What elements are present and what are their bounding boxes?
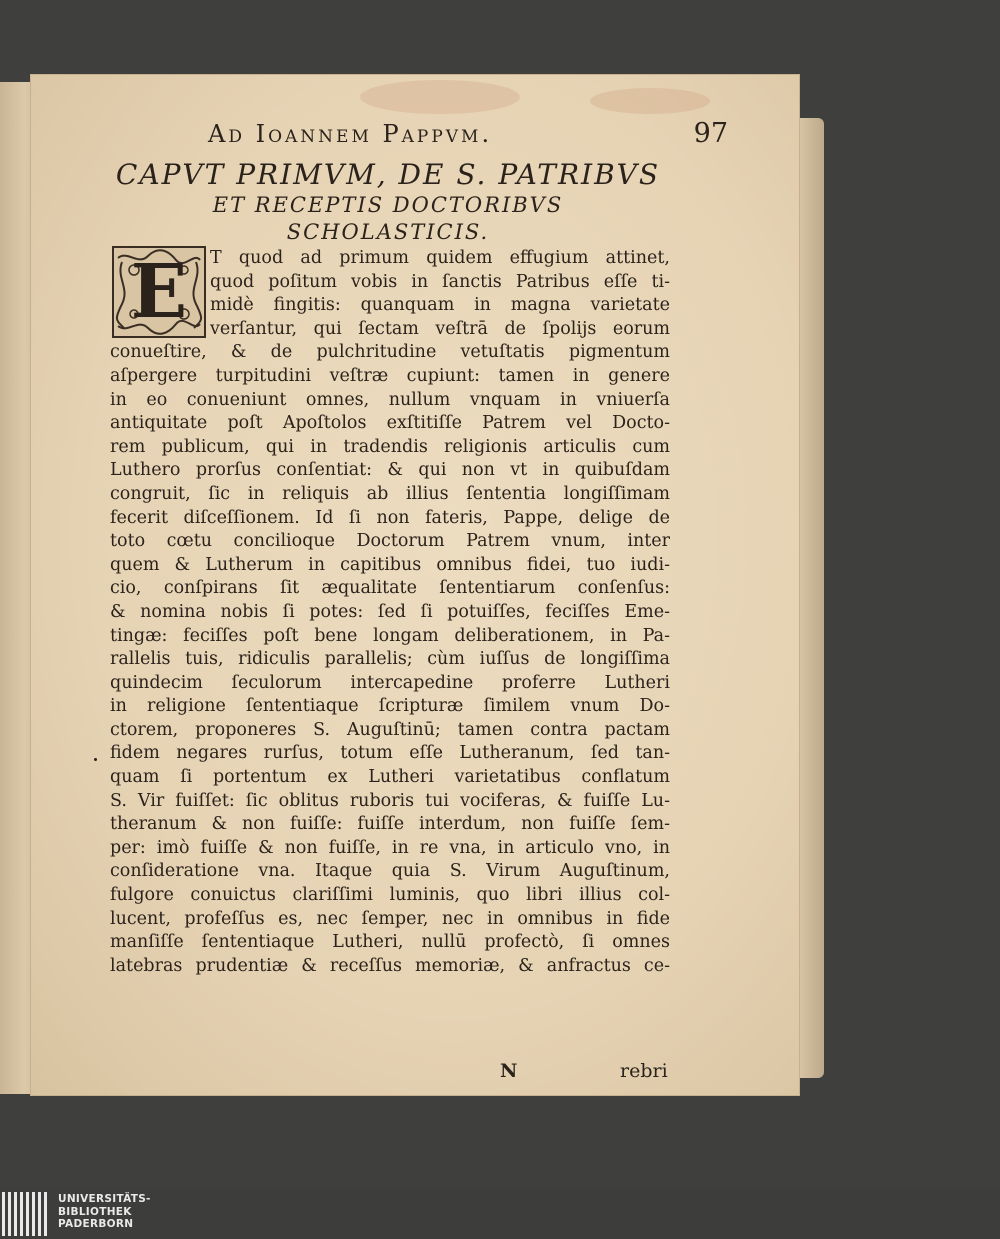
text-line: tingæ: feciſſes poſt bene longam deliberationem, in Pa- — [110, 625, 670, 646]
page-number: 97 — [693, 118, 728, 149]
text-line: manſiſſe ſententiaque Lutheri, nullū profectò, ſi omnes — [110, 932, 670, 953]
text-line: antiquitate poſt Apoſtolos exſtitiſſe Patrem vel Docto- — [110, 413, 670, 434]
text-line: cio, conſpirans ſit æqualitate ſententiarum conſenſus: — [110, 578, 670, 599]
text-line: verſantur, qui ſectam veſtrā de ſpolijs eorum — [210, 318, 670, 339]
library-footer — [0, 1188, 1000, 1239]
book-page — [30, 74, 800, 1096]
text-line: per: imò fuiſſe & non fuiſſe, in re vna, in articulo vno, in — [110, 837, 670, 858]
library-name — [58, 1193, 151, 1231]
text-line: S. Vir fuiſſet: ſic oblitus ruboris tui vociferas, & fuiſſe Lu- — [110, 790, 670, 811]
catchword: rebri — [620, 1060, 668, 1082]
text-line: & nomina nobis ſi potes: ſed ſi potuiſſes, feciſſes Eme- — [110, 601, 670, 622]
page-header — [208, 118, 728, 154]
chapter-heading — [108, 160, 668, 246]
text-line: toto cœtu concilioque Doctorum Patrem vnum, inter — [110, 531, 670, 552]
library-name-line-3: PADERBORN — [58, 1218, 134, 1230]
text-line: conſideratione vna. Itaque quia S. Virum Auguſtinum, — [110, 861, 670, 882]
text-line: ctorem, proponeres S. Auguſtinū; tamen contra pactam — [110, 719, 670, 740]
library-logo-icon — [2, 1192, 52, 1236]
library-name-line-1: UNIVERSITÄTS- — [58, 1193, 151, 1205]
body-text — [110, 247, 670, 978]
page-stain — [590, 88, 710, 114]
text-line: in religione ſententiaque ſcripturæ ſimilem vnum Do- — [110, 696, 670, 717]
library-name-line-2: BIBLIOTHEK — [58, 1205, 132, 1218]
text-line: lucent, profeſſus es, nec ſemper, nec in omnibus in fide — [110, 908, 670, 929]
text-line: Luthero prorſus conſentiat: & qui non vt in quibuſdam — [110, 460, 670, 481]
text-line: quem & Lutherum in capitibus omnibus fidei, tuo iudi- — [110, 554, 670, 575]
text-line: midè fingitis: quanquam in magna varietate — [210, 295, 670, 316]
text-line: quam ſi portentum ex Lutheri varietatibus conflatum — [110, 767, 670, 788]
text-line: in eo conueniunt omnes, nullum vnquam in vniuerſa — [110, 389, 670, 410]
text-line: latebras prudentiæ & receſſus memoriæ, & anfractus ce- — [110, 955, 670, 976]
margin-dot — [94, 758, 97, 761]
heading-line-2: ET RECEPTIS DOCTORIBVS — [212, 193, 564, 217]
page-stain — [360, 80, 520, 114]
text-line: fecerit diſceſſionem. Id ſi non fateris, Pappe, delige de — [110, 507, 670, 528]
text-line: T quod ad primum quidem effugium attinet, — [210, 248, 670, 268]
running-title: Ad Ioannem Pappvm. — [208, 120, 493, 148]
text-line: conueſtire, & de pulchritudine vetuſtatis pigmentum — [110, 342, 670, 363]
text-line: aſpergere turpitudini veſtræ cupiunt: tamen in genere — [110, 365, 670, 386]
heading-line-3: SCHOLASTICIS. — [286, 220, 490, 244]
text-line: congruit, ſic in reliquis ab illius ſententia longiſſimam — [110, 483, 670, 504]
text-line: rem publicum, qui in tradendis religionis articulis cum — [110, 436, 670, 457]
text-line: fidem negares rurſus, totum eſſe Lutheranum, ſed tan- — [110, 743, 670, 764]
text-line: rallelis tuis, ridiculis parallelis; cùm iuſſus de longiſſima — [110, 649, 670, 670]
text-line: theranum & non fuiſſe: fuiſſe interdum, non fuiſſe ſem- — [110, 814, 670, 835]
text-line: quod poſitum vobis in ſanctis Patribus eſſe ti- — [210, 271, 670, 292]
text-line: fulgore conuictus clariſſimi luminis, quo libri illius col- — [110, 885, 670, 906]
heading-line-1: CAPVT PRIMVM, DE S. PATRIBVS — [115, 158, 661, 191]
initial-letter: E — [130, 249, 188, 335]
text-line: quindecim ſeculorum intercapedine proferre Lutheri — [110, 672, 670, 693]
signature-mark: N — [500, 1060, 518, 1082]
